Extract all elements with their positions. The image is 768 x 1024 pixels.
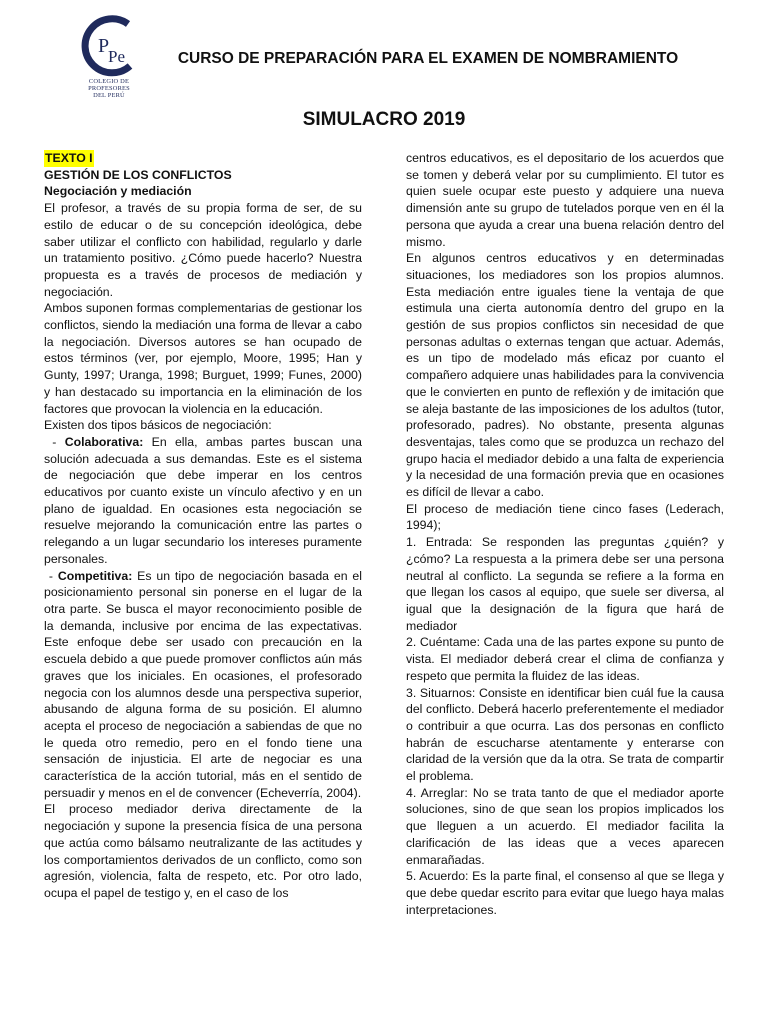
course-title: CURSO DE PREPARACIÓN PARA EL EXAMEN DE NOMBRAMIENTO [177,50,679,67]
paragraph: El proceso de mediación tiene cinco fases (Lederach, 1994); [406,501,724,533]
left-column [44,150,362,902]
paragraph: Ambos suponen formas complementarias de gestionar los conflictos, siendo la mediación una forma de llevar a cabo la negociación. Diversos autores se han ocupado de estos términos (ver, por ejemplo, Moore, 1995; Han y Gunty, 1997; Uranga, 1998; Burguet, 1999; Funes, 2000) y han destacado su importancia en la eliminación de los factores que provocan la violencia en la educación. [44,301,362,416]
phase-item: 2. Cuéntame: Cada una de las partes expone su punto de vista. El mediador deberá crear el clima de confianza y respeto que permita la fluidez de las ideas. [406,635,724,683]
college-logo [78,14,140,106]
phase-item: 3. Situarnos: Consiste en identificar bien cuál fue la causa del conflicto. Deberá hacerlo preferentemente el mediador o contribuir a que ocurra. Las dos personas en conflicto habrán de escucharse atentamente y enterarse con claridad de la versión que da la otra. Se trata de compartir el problema. [406,685,724,784]
logo-caption: COLEGIO DE PROFESORES DEL PERÚ [88,78,130,99]
section-heading: GESTIÓN DE LOS CONFLICTOS [44,167,232,182]
paragraph: El profesor, a través de su propia forma de ser, de su estilo de educar o de su concepción ideológica, debe saber utilizar el conflicto con habilidad, regularlo y darle un tratamiento positivo. ¿Cómo puede hacerlo? Nuestra propuesta es a través de procesos de mediación y negociación. [44,201,362,299]
simulacro-title: SIMULACRO 2019 [302,109,466,130]
svg-text:P: P [98,35,110,57]
phase-item: 5. Acuerdo: Es la parte final, el consenso al que se llega y que debe quedar escrito para evitar que luego haya malas interpretaciones. [406,869,724,917]
subsection-heading: Negociación y mediación [44,184,192,199]
cpp-monogram-icon [78,14,140,78]
paragraph: centros educativos, es el depositario de los acuerdos que se tomen y deberá velar por su cumplimiento. El tutor es quien suele ocupar este puesto y adquiere una nueva dimensión ante su grupo de tutelados porque ven en él la persona que ayuda a crear una buena relación dentro del mismo. [406,151,724,249]
phase-item: 1. Entrada: Se responden las preguntas ¿quién? y ¿cómo? La respuesta a la primera debe ser una persona neutral al conflicto. La segunda se refiere a la forma en que llegan los casos al equipo, que suele ser diversa, al igual que la designación de la figura que hará de mediador [406,535,724,633]
list-item-competitive: - Competitiva: Es un tipo de negociación basada en el posicionamiento personal sin ponerse en el lugar de la otra parte. Se busca el mayor reconocimiento posible de la demanda, inclusive por encima de las expectativas. Este enfoque debe ser usado con precaución en la escuela debido a que puede promover conflictos aún más graves que los iniciales. En ocasiones, el profesorado negocia con los alumnos desde una perspectiva superior, abusando de alguna forma de su posición. El alumno acepta el proceso de negociación a sabiendas de que no le queda otro remedio, pero en el fondo tiene una sensación de injusticia. El arte de negociar es una característica de la acción tutorial, más en el sentido de persuadir y menos en el de convencer (Echeverría, 2004). [44,568,362,800]
paragraph: En algunos centros educativos y en determinadas situaciones, los mediadores son los propios alumnos. Esta mediación entre iguales tiene la ventaja de que estimula una cierta autonomía dentro del grupo en la gestión de sus propios conflictos sin necesidad de que personas adultas o externas tengan que actuar. Además, es un tipo de modelado más eficaz por cuanto el compañero adquiere unas habilidades para la convivencia que le convierten en punto de reflexión y de imitación que se aleja bastante de las imposiciones de los adultos (tutor, profesorado, padres). No obstante, presenta algunas desventajas, tales como que se produzca un rechazo del grupo hacia el mediador debido a una falta de experiencia y la necesidad de una formación previa que en ocasiones es difícil de llevar a cabo. [406,251,724,500]
right-column [406,150,724,918]
svg-text:Pe: Pe [108,47,125,66]
phase-item: 4. Arreglar: No se trata tanto de que el mediador aporte soluciones, sino de que sean los propios implicados los que lleguen a un acuerdo. El mediador facilita la clarificación de las ideas que a veces aparecen enmarañadas. [406,785,724,867]
paragraph: El proceso mediador deriva directamente de la negociación y supone la presencia física de una persona que actúa como bálsamo neutralizante de las actitudes y los comportamientos derivados de un conflicto, como son agresión, violencia, falta de respeto, etc. Por otro lado, ocupa el papel de testigo y, en el caso de los [44,802,362,900]
text-label: TEXTO I [45,151,93,165]
paragraph: Existen dos tipos básicos de negociación: [44,418,272,433]
list-item-collaborative: - Colaborativa: En ella, ambas partes buscan una solución adecuada a sus demandas. Este es el sistema de negociación que debe imperar en los centros educativos por cuanto existe un vínculo afectivo y en un plano de igualdad. En ocasiones esta negociación se resuelve mejorando la comunicación entre las partes o relegando a un lugar secundario los intereses puramente personales. [44,434,362,566]
